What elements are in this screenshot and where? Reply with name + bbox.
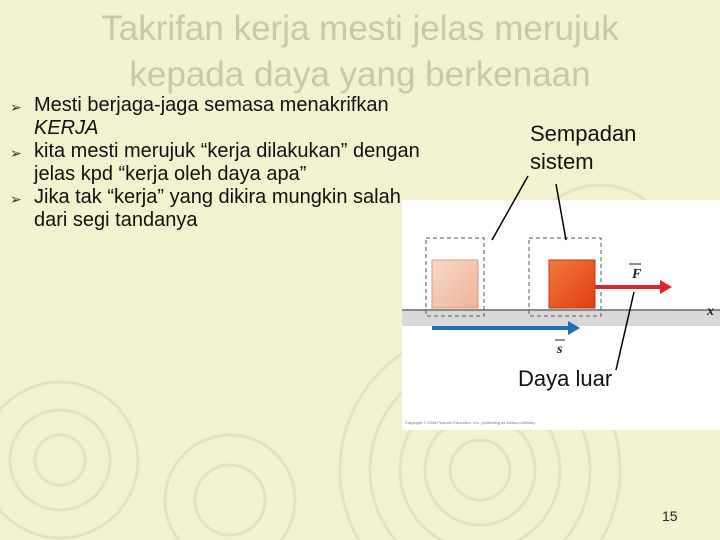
bullet-2-text: kita mesti merujuk “kerja dilakukan” dengan jelas kpd “kerja oleh daya apa” [34, 140, 420, 185]
bullet-1-emphasis: KERJA [34, 117, 99, 139]
page-number: 15 [662, 508, 678, 524]
block-final [549, 260, 595, 308]
axis-symbol: x [707, 304, 714, 319]
bullet-1-text: Mesti berjaga-jaga semasa menakrifkan [34, 94, 389, 116]
title-line-1: Takrifan kerja mesti jelas merujuk [101, 9, 619, 48]
arrowhead-bullet-icon: ➢ [10, 145, 22, 161]
label-sempadan-line2: sistem [530, 149, 594, 174]
bullet-list [10, 94, 430, 232]
ground-surface [402, 310, 720, 326]
bullet-item-1 [10, 94, 430, 140]
arrowhead-bullet-icon: ➢ [10, 99, 22, 115]
bullet-3-text: Jika tak “kerja” yang dikira mungkin salah dari segi tandanya [34, 186, 401, 231]
slide-title [40, 6, 680, 98]
arrowhead-bullet-icon: ➢ [10, 191, 22, 207]
title-line-2: kepada daya yang berkenaan [129, 55, 591, 94]
displacement-symbol: s [557, 342, 563, 357]
block-initial [432, 260, 478, 308]
force-arrow-head [660, 280, 672, 294]
physics-figure [402, 200, 720, 430]
figure-copyright: Copyright © 2008 Pearson Education, Inc., publishing as Addison-Wesley. [405, 420, 536, 425]
bullet-item-3 [10, 186, 430, 232]
label-sempadan-sistem [530, 120, 636, 176]
bullet-item-2 [10, 140, 430, 186]
label-daya-luar: Daya luar [518, 366, 613, 391]
force-symbol: F [632, 267, 642, 282]
label-sempadan-line1: Sempadan [530, 121, 637, 146]
force-displacement-diagram [402, 200, 720, 430]
